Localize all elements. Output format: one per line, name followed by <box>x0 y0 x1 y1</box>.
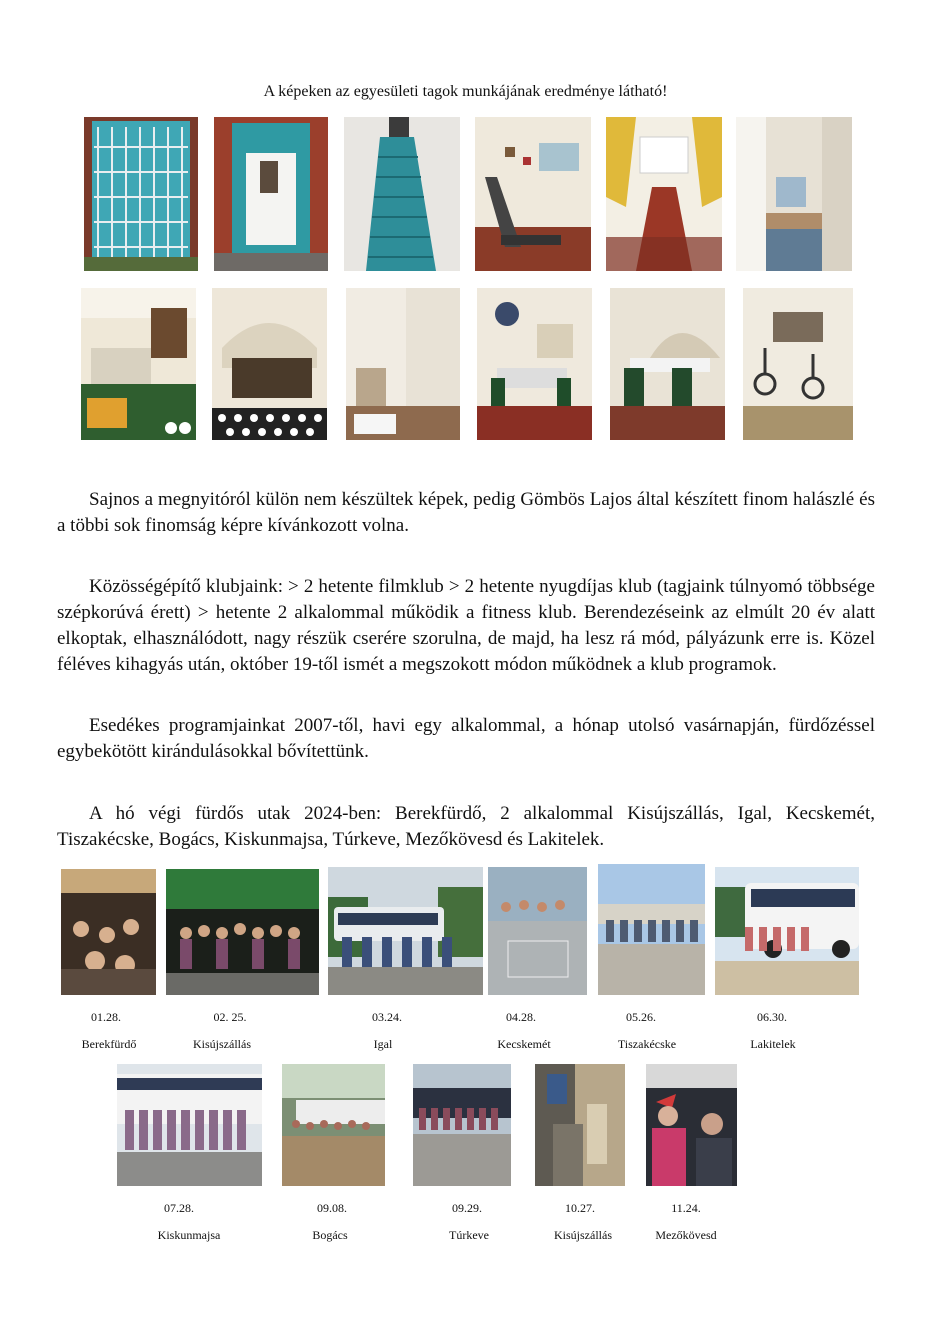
trip-date-11: 11.24. <box>671 1201 701 1215</box>
trip-photo-kisujszallas-2 <box>535 1064 625 1186</box>
trip-photo-lakitelek <box>715 867 859 995</box>
trip-photo-bogacs <box>282 1064 385 1186</box>
trip-photo-mezokovesd <box>646 1064 737 1186</box>
photo-fitness-room <box>743 288 853 440</box>
photo-dining-room-2 <box>610 288 725 440</box>
trip-photo-turkeve <box>413 1064 511 1186</box>
trip-date-9: 09.29. <box>452 1201 482 1215</box>
trip-photo-berekfurdo <box>61 869 156 995</box>
trip-photo-kiskunmajsa <box>117 1064 262 1186</box>
paragraph-trips: A hó végi fürdős utak 2024-ben: Berekfürdő, 2 alkalommal Kisújszállás, Igal, Kecskemét, Tiszakécske, Bogács, Kiskunmajsa, Túrkeve, Mezőkövesd és Lakitelek. <box>57 803 875 850</box>
trip-date-4: 04.28. <box>506 1010 536 1024</box>
trip-place-11: Mezőkövesd <box>655 1228 717 1242</box>
trip-photo-tiszakecske <box>598 864 705 995</box>
photo-club-room-2 <box>212 288 327 440</box>
trip-date-7: 07.28. <box>164 1201 194 1215</box>
photo-dining-room <box>477 288 592 440</box>
paragraph-programs: Esedékes programjainkat 2007-től, havi egy alkalommal, a hónap utolsó vasárnapján, fürdőzéssel egybekötött kirándulásokkal bővítettünk. <box>57 715 875 762</box>
photo-club-room-1 <box>81 288 196 440</box>
trip-place-6: Lakitelek <box>750 1037 796 1051</box>
photo-stairs <box>344 117 460 271</box>
photo-corridor <box>736 117 852 271</box>
trip-photo-kisujszallas-1 <box>166 869 319 995</box>
photo-curtain-hall <box>606 117 722 271</box>
intro-caption: A képeken az egyesületi tagok munkájának eredménye látható! <box>263 83 668 100</box>
trip-date-3: 03.24. <box>372 1010 402 1024</box>
trip-place-2: Kisújszállás <box>193 1037 251 1051</box>
trip-date-8: 09.08. <box>317 1201 347 1215</box>
trip-place-4: Kecskemét <box>497 1037 551 1051</box>
trip-place-7: Kiskunmajsa <box>157 1228 221 1242</box>
trip-date-1: 01.28. <box>91 1010 121 1024</box>
trip-place-10: Kisújszállás <box>554 1228 612 1242</box>
photo-treadmill-room <box>475 117 591 271</box>
trip-place-3: Igal <box>373 1037 393 1051</box>
trip-place-1: Berekfürdő <box>81 1037 137 1051</box>
trip-place-5: Tiszakécske <box>617 1037 677 1051</box>
paragraph-opening: Sajnos a megnyitóról külön nem készültek képek, pedig Gömbös Lajos által készített finom halászlé és a többi sok finomság képre kívánkozott volna. <box>57 489 875 536</box>
trip-photo-kecskemet <box>488 867 587 995</box>
photo-door <box>214 117 328 271</box>
trip-photo-igal <box>328 867 483 995</box>
trip-date-5: 05.26. <box>626 1010 656 1024</box>
paragraph-clubs: Közösségépítő klubjaink: > 2 hetente filmklub > 2 hetente nyugdíjas klub (tagjaink túlnyomó többsége szépkorúvá érett) > hetente 2 alkalommal működik a fitness klub. Berendezéseink az elmúlt 20 év alatt elkoptak, elhasználódott, nagy részük cserére szorulna, de majd, ha lesz rá mód, pályázunk erre is. Közel féléves kihagyás után, október 19-től ismét a megszokott módon működnek a klub programok. <box>57 576 875 675</box>
trip-date-2: 02. 25. <box>213 1010 247 1024</box>
trip-place-9: Túrkeve <box>449 1228 489 1242</box>
trip-place-8: Bogács <box>312 1228 348 1242</box>
photo-white-room <box>346 288 460 440</box>
trip-date-6: 06.30. <box>757 1010 787 1024</box>
photo-gate <box>84 117 198 271</box>
trip-date-10: 10.27. <box>565 1201 595 1215</box>
